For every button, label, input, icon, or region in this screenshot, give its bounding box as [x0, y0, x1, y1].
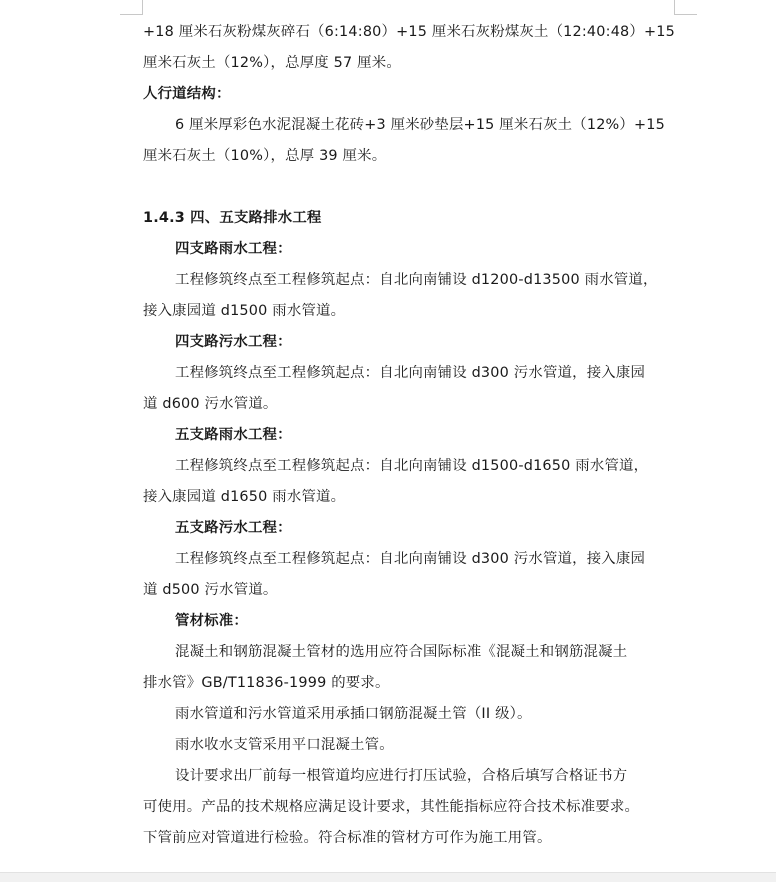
- section-heading: 五支路污水工程：: [175, 520, 292, 536]
- paragraph-line: 接入康园道 d1650 雨水管道。: [143, 489, 346, 505]
- paragraph-line: 工程修筑终点至工程修筑起点：自北向南铺设 d1500-d1650 雨水管道，: [175, 458, 649, 474]
- chapter-heading: 1.4.3 四、五支路排水工程: [143, 210, 322, 226]
- section-heading: 管材标准：: [175, 613, 248, 629]
- paragraph-line: 工程修筑终点至工程修筑起点：自北向南铺设 d300 污水管道，接入康园: [175, 365, 646, 381]
- paragraph-line: +18 厘米石灰粉煤灰碎石（6:14:80）+15 厘米石灰粉煤灰土（12:40:48）+15: [143, 24, 675, 40]
- paragraph-line: 下管前应对管道进行检验。符合标准的管材方可作为施工用管。: [143, 830, 552, 846]
- paragraph-line: 排水管》GB/T11836-1999 的要求。: [143, 675, 390, 691]
- paragraph-line: 工程修筑终点至工程修筑起点：自北向南铺设 d1200-d13500 雨水管道，: [175, 272, 658, 288]
- section-heading: 四支路污水工程：: [175, 334, 292, 350]
- section-heading: 人行道结构：: [143, 86, 231, 102]
- margin-corner-mark: [674, 0, 697, 15]
- paragraph-line: 厘米石灰土（12%），总厚度 57 厘米。: [143, 55, 401, 71]
- paragraph-line: 工程修筑终点至工程修筑起点：自北向南铺设 d300 污水管道，接入康园: [175, 551, 646, 567]
- paragraph-line: 混凝土和钢筋混凝土管材的选用应符合国际标准《混凝土和钢筋混凝土: [175, 644, 628, 660]
- paragraph-line: 设计要求出厂前每一根管道均应进行打压试验，合格后填写合格证书方: [175, 768, 628, 784]
- paragraph-line: 道 d600 污水管道。: [143, 396, 278, 412]
- margin-corner-mark: [120, 0, 143, 15]
- paragraph-line: 6 厘米厚彩色水泥混凝土花砖+3 厘米砂垫层+15 厘米石灰土（12%）+15: [175, 117, 665, 133]
- paragraph-line: 道 d500 污水管道。: [143, 582, 278, 598]
- paragraph-line: 可使用。产品的技术规格应满足设计要求，其性能指标应符合技术标准要求。: [143, 799, 640, 815]
- paragraph-line: 雨水管道和污水管道采用承插口钢筋混凝土管（II 级）。: [175, 706, 532, 722]
- paragraph-line: 雨水收水支管采用平口混凝土管。: [175, 737, 394, 753]
- section-heading: 四支路雨水工程：: [175, 241, 292, 257]
- section-heading: 五支路雨水工程：: [175, 427, 292, 443]
- paragraph-line: 接入康园道 d1500 雨水管道。: [143, 303, 346, 319]
- paragraph-line: 厘米石灰土（10%），总厚 39 厘米。: [143, 148, 387, 164]
